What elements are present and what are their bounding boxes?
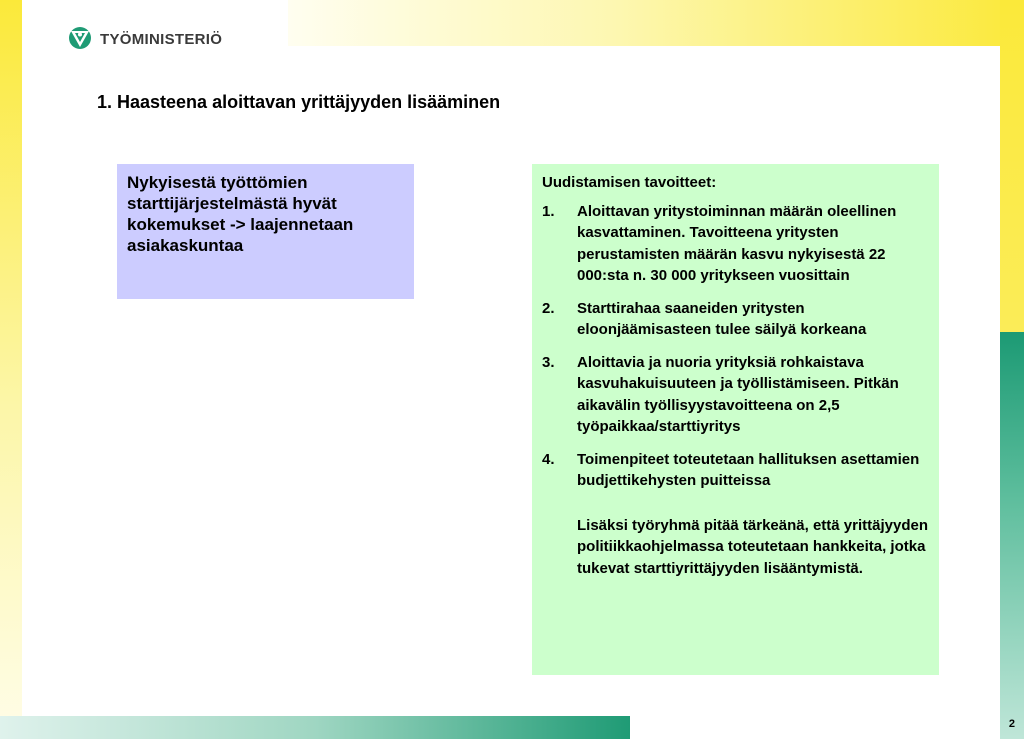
current-experience-text: Nykyisestä työttömien starttijärjestelmästä hyvät kokemukset -> laajennetaan asiakaskuntaa [127, 173, 354, 255]
bottom-green-band [0, 716, 630, 739]
goal-text: Aloittavia ja nuoria yrityksiä rohkaistava kasvuhakuisuuteen ja työllistämiseen. Pitkän aikavälin työllisyystavoitteena on 2,5 työpaikkaa/starttiyritys [577, 353, 899, 435]
goal-item [542, 352, 929, 438]
goal-text: Aloittavan yritystoiminnan määrän oleellinen kasvattaminen. Tavoitteena yritysten perustamisten määrän kasvu nykyisestä 22 000:sta n. 30 000 yritykseen vuosittain [577, 202, 897, 284]
goal-number: 1. [542, 202, 555, 220]
ministry-logo-text: TYÖMINISTERIÖ [100, 30, 223, 48]
reform-goals-box [532, 164, 939, 675]
slide-title: 1. Haasteena aloittavan yrittäjyyden lisääminen [97, 92, 501, 112]
goal-number: 2. [542, 299, 555, 317]
goal-item [542, 449, 929, 492]
goal-text: Toimenpiteet toteutetaan hallituksen asettamien budjettikehysten puitteissa [577, 450, 920, 489]
goal-text: Starttirahaa saaneiden yritysten eloonjäämisasteen tulee säilyä korkeana [577, 299, 867, 338]
goal-number: 3. [542, 353, 555, 371]
goal-list [542, 201, 929, 492]
top-yellow-band [288, 0, 1024, 46]
right-green-band [1000, 332, 1024, 739]
ministry-logo-icon [66, 25, 94, 53]
goal-number: 4. [542, 450, 555, 468]
goal-item [542, 298, 929, 341]
additional-note: Lisäksi työryhmä pitää tärkeänä, että yrittäjyyden politiikkaohjelmassa toteutetaan hankkeita, jotka tukevat starttiyrittäjyyden lisääntymistä. [577, 516, 928, 577]
goal-item [542, 201, 929, 287]
current-experience-box [117, 164, 414, 299]
ministry-logo [66, 25, 222, 53]
left-yellow-band [0, 0, 22, 739]
page-number: 2 [1008, 718, 1015, 730]
right-yellow-band [1000, 0, 1024, 332]
reform-goals-heading: Uudistamisen tavoitteet: [542, 174, 717, 191]
